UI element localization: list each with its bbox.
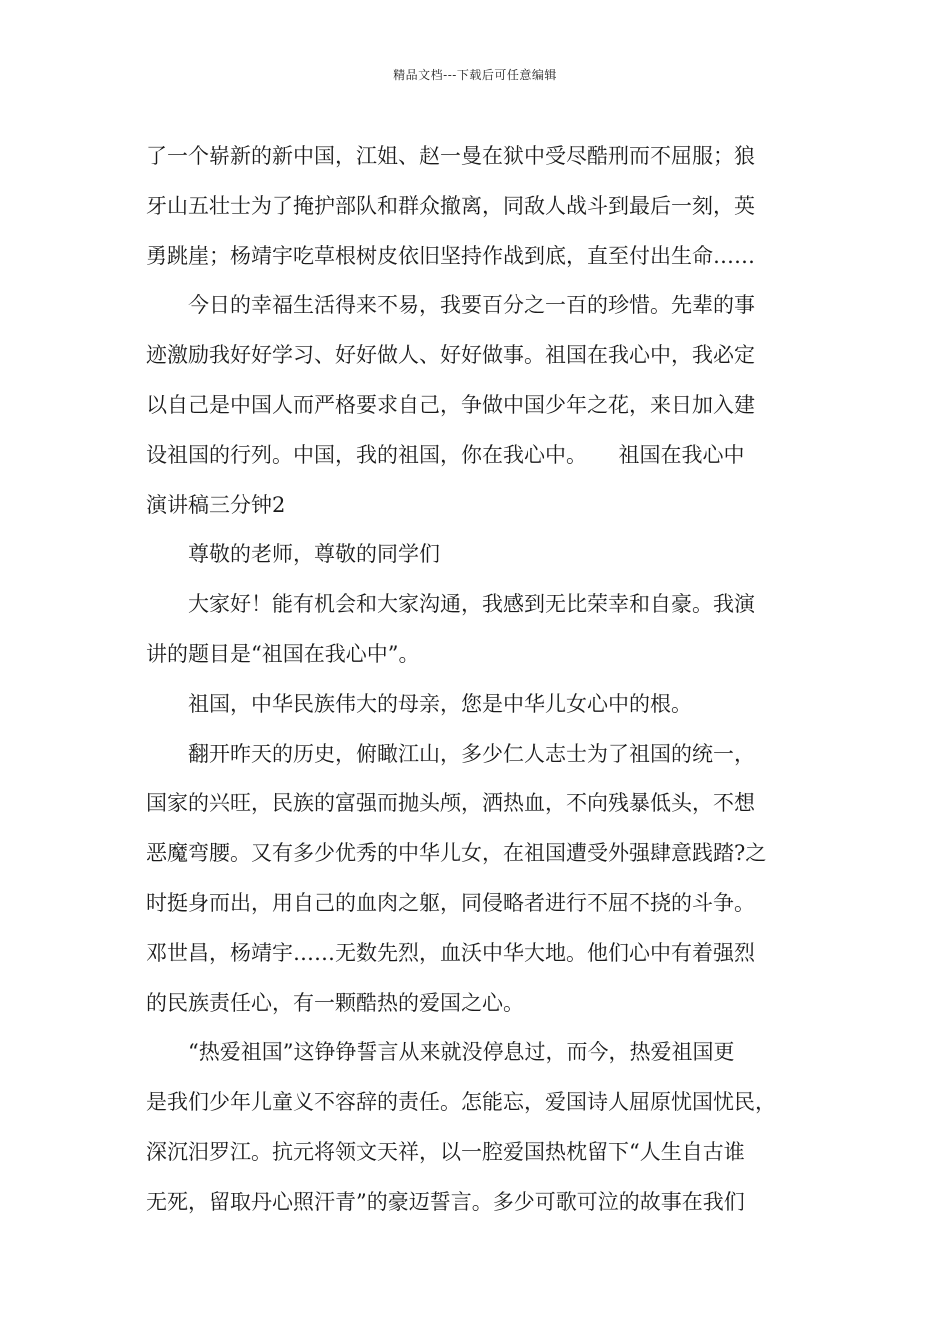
paragraph-start-line: 今日的幸福生活得来不易，我要百分之一百的珍惜。先辈的事: [188, 293, 755, 318]
text-line: 牙山五壮士为了掩护部队和群众撤离，同敌人战斗到最后一刻，英: [146, 193, 755, 218]
text-line: 无死，留取丹心照汗青”的豪迈誓言。多少可歌可泣的故事在我们: [146, 1189, 745, 1214]
text-line: 演讲稿三分钟2: [146, 492, 286, 517]
text-line: 勇跳崖；杨靖宇吃草根树皮依旧坚持作战到底，直至付出生命……: [146, 243, 755, 268]
text-line: 深沉汨罗江。抗元将领文天祥，以一腔爱国热枕留下“人生自古谁: [146, 1139, 745, 1164]
text-line: 了一个崭新的新中国，江姐、赵一曼在狱中受尽酷刑而不屈服；狼: [146, 144, 755, 168]
paragraph-start-line: 翻开昨天的历史，俯瞰江山，多少仁人志士为了祖国的统一，: [188, 741, 755, 766]
salutation-line: 尊敬的老师，尊敬的同学们: [188, 542, 440, 567]
text-line: 设祖国的行列。中国，我的祖国，你在我心中。 祖国在我心中: [146, 442, 745, 467]
paragraph-start-line: “热爱祖国”这铮铮誓言从来就没停息过，而今，热爱祖国更: [188, 1040, 735, 1065]
text-line: 国家的兴旺，民族的富强而抛头颅，洒热血，不向残暴低头，不想: [146, 791, 755, 816]
paragraph-start-line: 祖国，中华民族伟大的母亲，您是中华儿女心中的根。: [188, 691, 692, 716]
text-line: 的民族责任心，有一颗酷热的爱国之心。: [146, 990, 524, 1015]
page-header: 精品文档---下载后可任意编辑: [393, 68, 557, 82]
document-body: [146, 132, 808, 1228]
text-line: 邓世昌，杨靖宇……无数先烈，血沃中华大地。他们心中有着强烈: [146, 940, 755, 965]
text-line: 迹激励我好好学习、好好做人、好好做事。祖国在我心中，我必定: [146, 343, 755, 368]
text-line: 是我们少年儿童义不容辞的责任。怎能忘，爱国诗人屈原忧国忧民，: [146, 1090, 776, 1115]
text-line: 恶魔弯腰。又有多少优秀的中华儿女，在祖国遭受外强肆意践踏?之: [146, 841, 767, 866]
text-line: 以自己是中国人而严格要求自己，争做中国少年之花，来日加入建: [146, 392, 755, 417]
text-line: 时挺身而出，用自己的血肉之躯，同侵略者进行不屈不挠的斗争。: [146, 890, 755, 915]
paragraph-start-line: 大家好！能有机会和大家沟通，我感到无比荣幸和自豪。我演: [188, 592, 755, 617]
text-line: 讲的题目是“祖国在我心中”。: [146, 641, 420, 666]
